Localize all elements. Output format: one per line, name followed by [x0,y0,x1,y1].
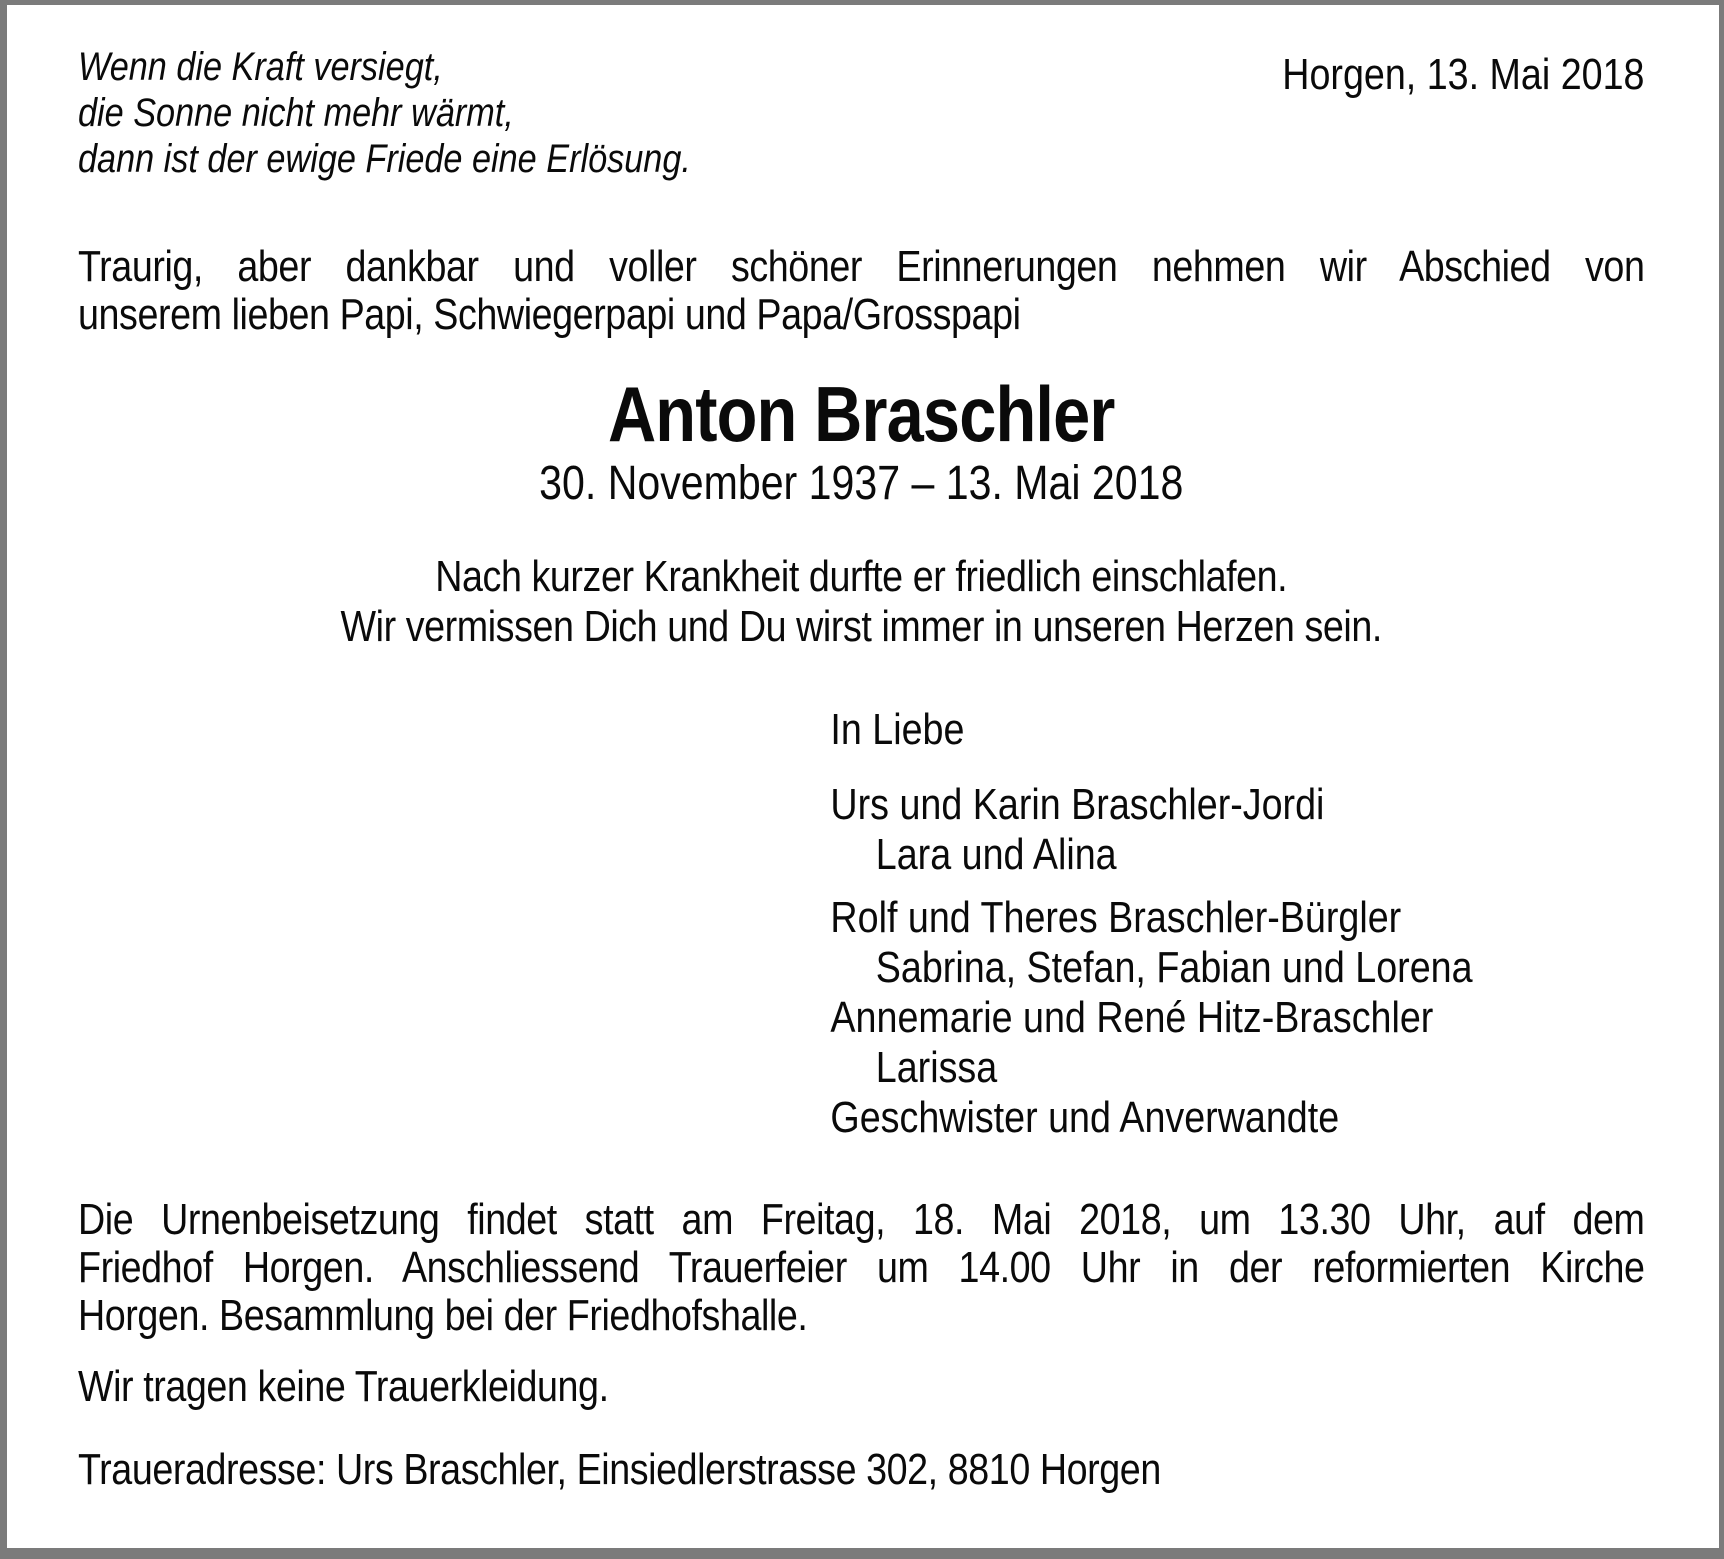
mourner-children: Sabrina, Stefan, Fabian und Lorena [875,943,1473,992]
dress-note: Wir tragen keine Trauerkleidung. [78,1362,609,1411]
mourner-group [830,993,1644,1093]
poem-line: Wenn die Kraft versiegt, [78,45,443,89]
poem-quote [78,44,691,182]
mourner-group [830,893,1644,993]
deceased-name: Anton Braschler [607,370,1115,458]
funeral-line: Horgen. Besammlung bei der Friedhofshalle. [78,1291,808,1340]
intro-line: unserem lieben Papi, Schwiegerpapi und Papa/Grosspapi [78,290,1021,339]
intro-paragraph [78,243,1644,339]
mourner-group [830,780,1644,880]
poem-line: die Sonne nicht mehr wärmt, [78,91,514,135]
header-row [78,44,1644,182]
farewell-line: Wir vermissen Dich und Du wirst immer in unseren Herzen sein. [340,602,1382,651]
funeral-line: Die Urnenbeisetzung findet statt am Freitag, 18. Mai 2018, um 13.30 Uhr, auf dem [78,1195,1645,1244]
mourner-main: Annemarie und René Hitz-Braschler [830,993,1434,1042]
mourners-list [830,780,1644,1143]
funeral-paragraph [78,1196,1644,1340]
mourning-address: Traueradresse: Urs Braschler, Einsiedlerstrasse 302, 8810 Horgen [78,1445,1161,1494]
farewell-line: Nach kurzer Krankheit durfte er friedlich einschlafen. [435,552,1288,601]
place-dateline: Horgen, 13. Mai 2018 [1282,50,1645,99]
intro-line: Traurig, aber dankbar und voller schöner Erinnerungen nehmen wir Abschied von [78,242,1645,291]
mourner-main: Rolf und Theres Braschler-Bürgler [830,893,1402,942]
poem-line: dann ist der ewige Friede eine Erlösung. [78,137,691,181]
mourner-children: Lara und Alina [875,830,1117,879]
life-dates: 30. November 1937 – 13. Mai 2018 [539,457,1184,510]
funeral-line: Friedhof Horgen. Anschliessend Trauerfeier um 14.00 Uhr in der reformierten Kirche [78,1243,1645,1292]
obituary-content [78,44,1644,1494]
salutation: In Liebe [830,705,965,754]
farewell-paragraph [78,552,1644,652]
mourners-closing: Geschwister und Anverwandte [830,1093,1340,1142]
mourner-children: Larissa [875,1043,998,1092]
mourner-main: Urs und Karin Braschler-Jordi [830,780,1325,829]
